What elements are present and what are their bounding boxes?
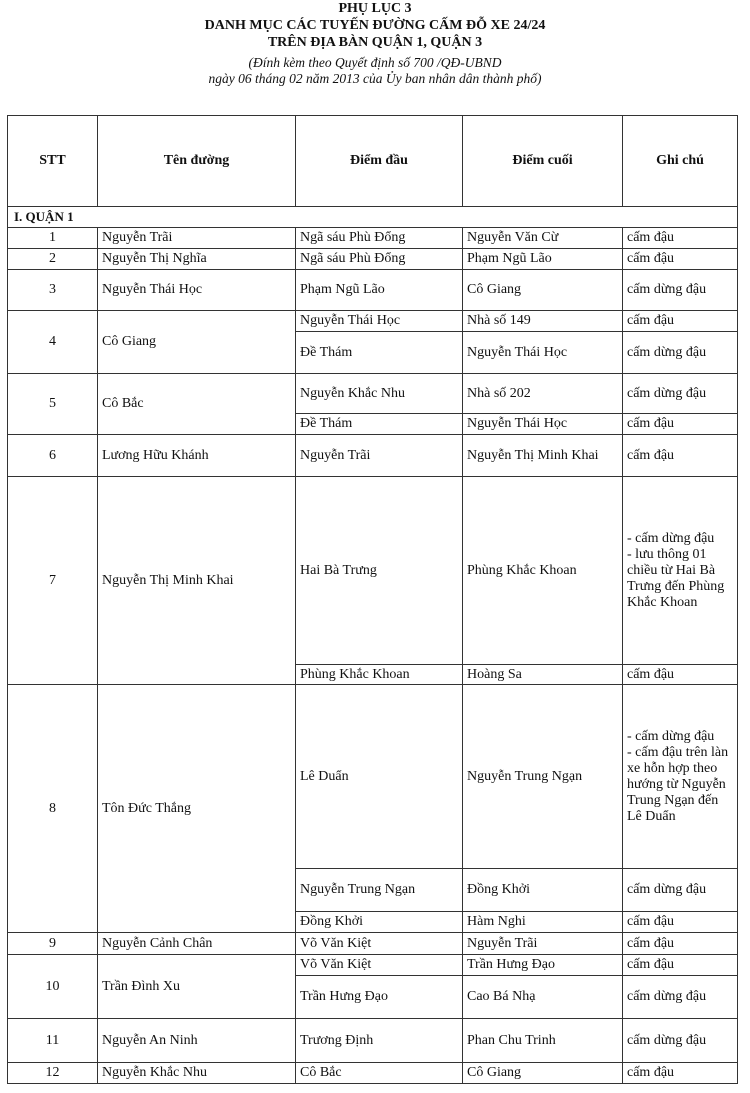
stt-cell: 7 [8,477,98,685]
stt-cell: 5 [8,374,98,435]
start-point-cell: Trần Hưng Đạo [296,976,463,1019]
end-point-cell: Nguyễn Thái Học [463,414,623,435]
note-cell: cấm dừng đậu [623,374,738,414]
street-name-cell: Cô Bắc [98,374,296,435]
end-point-cell: Nguyễn Thị Minh Khai [463,435,623,477]
table-row [8,1019,738,1063]
note-cell: cấm đậu [623,311,738,332]
end-point-cell: Trần Hưng Đạo [463,955,623,976]
note-cell: cấm đậu [623,249,738,270]
note-cell: cấm dừng đậu [623,1019,738,1063]
start-point-cell: Ngã sáu Phù Đổng [296,249,463,270]
start-point-cell: Phạm Ngũ Lão [296,270,463,311]
street-name-cell: Nguyễn Khắc Nhu [98,1063,296,1084]
stt-cell: 11 [8,1019,98,1063]
end-point-cell: Cô Giang [463,1063,623,1084]
end-point-cell: Nguyễn Trung Ngạn [463,685,623,869]
end-point-cell: Phùng Khắc Khoan [463,477,623,665]
stt-cell: 2 [8,249,98,270]
street-name-cell: Nguyễn Trãi [98,228,296,249]
note-cell: cấm đậu [623,414,738,435]
document-scope: TRÊN ĐỊA BÀN QUẬN 1, QUẬN 3 [267,35,483,50]
table-row [8,933,738,955]
section-label: I. QUẬN 1 [8,207,738,228]
column-header-note: Ghi chú [623,116,738,207]
start-point-cell: Võ Văn Kiệt [296,955,463,976]
stt-cell: 8 [8,685,98,933]
stt-cell: 1 [8,228,98,249]
column-header-stt: STT [8,116,98,207]
start-point-cell: Phùng Khắc Khoan [296,665,463,685]
street-name-cell: Lương Hữu Khánh [98,435,296,477]
street-name-cell: Nguyễn Thị Minh Khai [98,477,296,685]
table-header-row [8,116,738,207]
note-cell: cấm đậu [623,955,738,976]
table-row [8,311,738,332]
column-header-start-point: Điểm đầu [296,116,463,207]
decision-date: ngày 06 tháng 02 năm 2013 của Ủy ban nhân dân thành phố) [208,71,542,86]
note-cell: cấm đậu [623,1063,738,1084]
start-point-cell: Nguyễn Trung Ngạn [296,869,463,912]
start-point-cell: Cô Bắc [296,1063,463,1084]
street-name-cell: Nguyễn Cảnh Chân [98,933,296,955]
document-title: DANH MỤC CÁC TUYẾN ĐƯỜNG CẤM ĐỖ XE 24/24 [204,18,546,33]
end-point-cell: Hoàng Sa [463,665,623,685]
note-cell: cấm đậu [623,665,738,685]
stt-cell: 6 [8,435,98,477]
note-cell: cấm dừng đậu [623,270,738,311]
stt-cell: 10 [8,955,98,1019]
table-row [8,270,738,311]
table-row [8,374,738,414]
street-name-cell: Cô Giang [98,311,296,374]
start-point-cell: Hai Bà Trưng [296,477,463,665]
start-point-cell: Lê Duẩn [296,685,463,869]
start-point-cell: Nguyễn Thái Học [296,311,463,332]
end-point-cell: Nhà số 149 [463,311,623,332]
end-point-cell: Nhà số 202 [463,374,623,414]
note-cell: - cấm dừng đậu - lưu thông 01 chiều từ Hai Bà Trưng đến Phùng Khắc Khoan [623,477,738,665]
street-table [7,115,738,1084]
stt-cell: 3 [8,270,98,311]
end-point-cell: Nguyễn Văn Cừ [463,228,623,249]
table-row [8,435,738,477]
street-name-cell: Nguyễn Thị Nghĩa [98,249,296,270]
street-name-cell: Nguyễn Thái Học [98,270,296,311]
street-name-cell: Trần Đình Xu [98,955,296,1019]
note-cell: cấm dừng đậu [623,869,738,912]
table-row [8,955,738,976]
column-header-end-point: Điểm cuối [463,116,623,207]
end-point-cell: Nguyễn Thái Học [463,332,623,374]
section-row [8,207,738,228]
note-cell: cấm đậu [623,933,738,955]
note-cell: - cấm dừng đậu - cấm đậu trên làn xe hỗn hợp theo hướng từ Nguyễn Trung Ngạn đến Lê Duẩn [623,685,738,869]
note-cell: cấm dừng đậu [623,332,738,374]
note-cell: cấm dừng đậu [623,976,738,1019]
document-header [0,0,750,87]
end-point-cell: Đồng Khởi [463,869,623,912]
street-name-cell: Tôn Đức Thắng [98,685,296,933]
end-point-cell: Phạm Ngũ Lão [463,249,623,270]
column-header-street-name: Tên đường [98,116,296,207]
start-point-cell: Đồng Khởi [296,912,463,933]
table-row [8,685,738,869]
end-point-cell: Cô Giang [463,270,623,311]
end-point-cell: Nguyễn Trãi [463,933,623,955]
table-row [8,477,738,665]
start-point-cell: Đề Thám [296,414,463,435]
stt-cell: 9 [8,933,98,955]
table-row [8,228,738,249]
start-point-cell: Trương Định [296,1019,463,1063]
street-name-cell: Nguyễn An Ninh [98,1019,296,1063]
stt-cell: 4 [8,311,98,374]
stt-cell: 12 [8,1063,98,1084]
note-cell: cấm đậu [623,228,738,249]
note-cell: cấm đậu [623,435,738,477]
start-point-cell: Đề Thám [296,332,463,374]
table-row [8,249,738,270]
start-point-cell: Nguyễn Khắc Nhu [296,374,463,414]
decision-reference: (Đính kèm theo Quyết định số 700 /QĐ-UBND [248,55,502,70]
end-point-cell: Phan Chu Trinh [463,1019,623,1063]
appendix-title: PHỤ LỤC 3 [338,1,412,16]
note-cell: cấm đậu [623,912,738,933]
end-point-cell: Cao Bá Nhạ [463,976,623,1019]
table-row [8,1063,738,1084]
table-body [8,207,738,1084]
end-point-cell: Hàm Nghi [463,912,623,933]
start-point-cell: Ngã sáu Phù Đổng [296,228,463,249]
start-point-cell: Võ Văn Kiệt [296,933,463,955]
start-point-cell: Nguyễn Trãi [296,435,463,477]
